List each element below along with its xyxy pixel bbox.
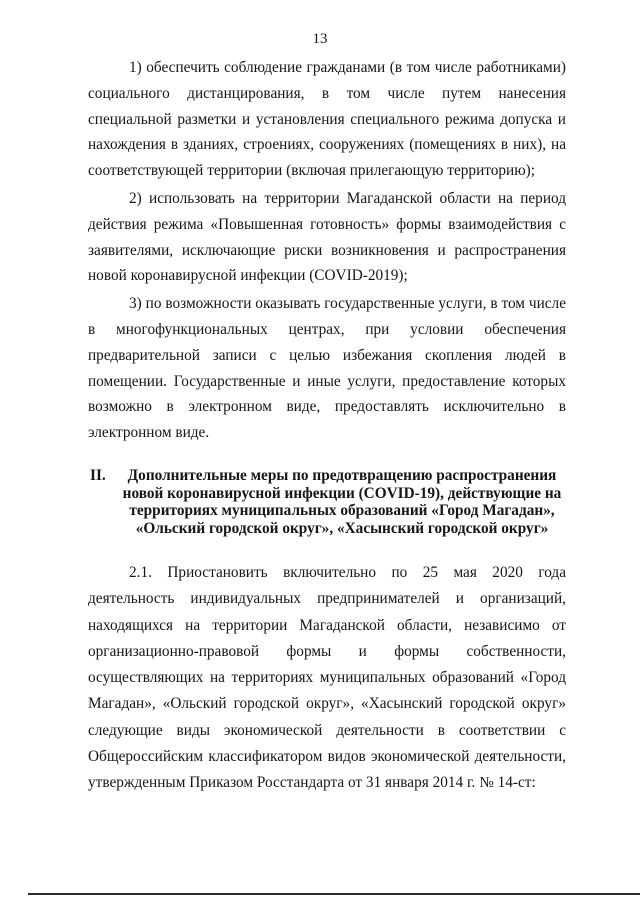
section-2-body — [88, 560, 566, 797]
section-2-number: II. — [90, 467, 106, 484]
section-1-body — [88, 55, 566, 446]
paragraph-2: 2) использовать на территории Магаданской области на период действия режима «Повышенная готовность» формы взаимодействия с заявителями, исключающие риски возникновения и распространения новой коронавирусной инфекции (COVID-2019); — [88, 189, 566, 285]
section-2-heading — [88, 467, 566, 537]
page-number: 13 — [312, 31, 328, 47]
section-2-title: Дополнительные меры по предотвращению распространения новой коронавирусной инфекции (COVID-19), действующие на территориях муниципальных образований «Город Магадан», «Ольский городской округ», «Хасынский городской округ» — [122, 467, 562, 537]
paragraph-2-1: 2.1. Приостановить включительно по 25 мая 2020 года деятельность индивидуальных предпринимателей и организаций, находящихся на территории Магаданской области, независимо от организационно-правовой формы и формы собственности, осуществляющих на территориях муниципальных образований «Город Магадан», «Ольский городской округ», «Хасынский городской округ» следующие виды экономической деятельности в соответствии с Общероссийским классификатором видов экономической деятельности, утвержденным Приказом Росстандарта от 31 января 2014 г. № 14-ст: — [88, 564, 566, 792]
bottom-rule — [28, 893, 640, 895]
paragraph-1: 1) обеспечить соблюдение гражданами (в том числе работниками) социального дистанцирования, в том числе путем нанесения специальной разметки и установления специального режима допуска и нахождения в зданиях, строениях, сооружениях (помещениях в них), на соответствующей территории (включая прилегающую территорию); — [88, 59, 566, 180]
paragraph-3: 3) по возможности оказывать государственные услуги, в том числе в многофункциональных центрах, при условии обеспечения предварительной записи с целью избежания скопления людей в помещении. Государственные и иные услуги, предоставление которых возможно в электронном виде, предоставлять исключительно в электронном виде. — [88, 295, 566, 442]
